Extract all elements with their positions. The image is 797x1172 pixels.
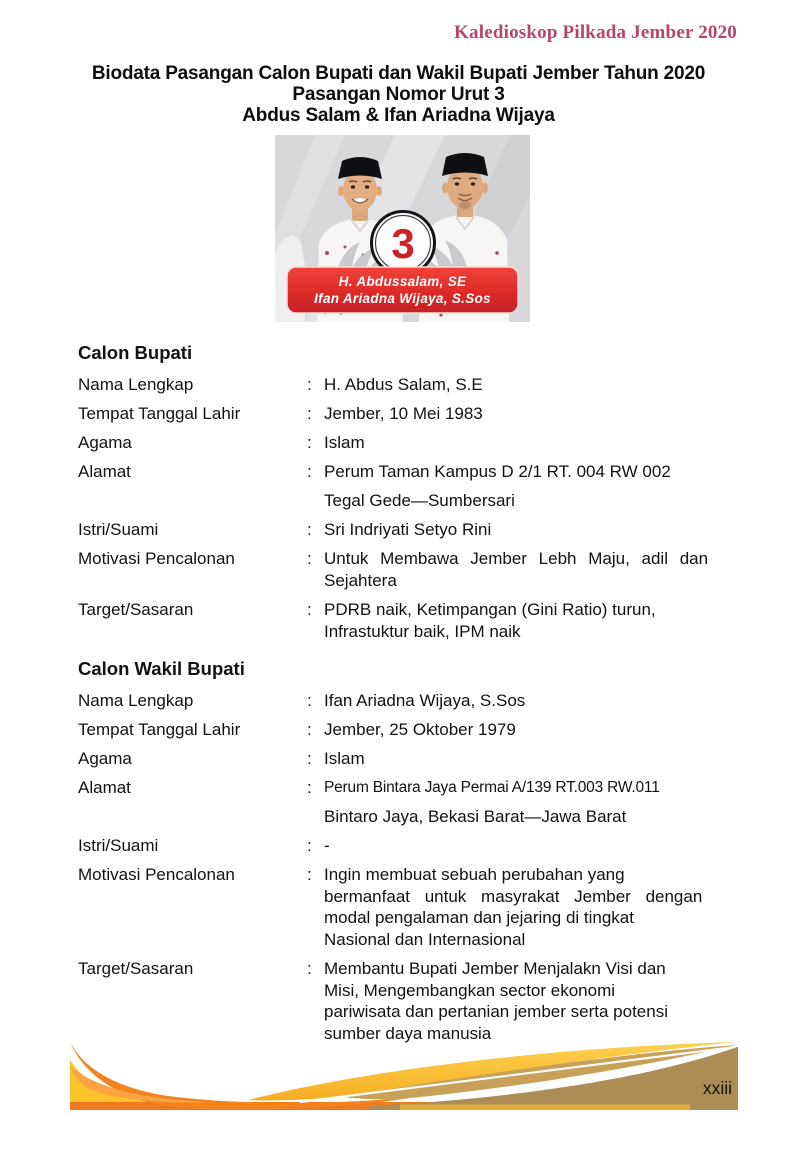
title-line-2: Pasangan Nomor Urut 3 bbox=[292, 84, 505, 105]
field-value-line: Islam bbox=[324, 749, 365, 768]
field-row-alamat bbox=[78, 461, 737, 511]
field-label: Istri/Suami bbox=[78, 520, 159, 539]
colon-separator: : bbox=[307, 865, 312, 884]
field-row-ttl bbox=[78, 719, 737, 740]
field-value-line: Membantu Bupati Jember Menjalakn Visi dan bbox=[324, 959, 666, 978]
field-row-istri-suami bbox=[78, 835, 737, 856]
field-value-line: Ifan Ariadna Wijaya, S.Sos bbox=[324, 691, 526, 710]
field-label: Tempat Tanggal Lahir bbox=[78, 404, 241, 423]
field-value bbox=[324, 719, 737, 740]
colon-separator: : bbox=[307, 749, 312, 768]
field-row-ttl bbox=[78, 403, 737, 424]
field-value-line: Nasional dan Internasional bbox=[324, 929, 526, 949]
field-label: Agama bbox=[78, 749, 132, 768]
field-value bbox=[324, 777, 737, 827]
section-heading: Calon Wakil Bupati bbox=[78, 658, 245, 679]
colon-separator: : bbox=[307, 720, 312, 739]
candidate-photo-graphic bbox=[275, 135, 530, 322]
field-label: Nama Lengkap bbox=[78, 691, 194, 710]
candidate-pair-photo bbox=[275, 135, 530, 322]
field-value bbox=[324, 548, 737, 591]
field-label: Nama Lengkap bbox=[78, 375, 194, 394]
field-label: Agama bbox=[78, 433, 132, 452]
field-value-line: bermanfaat untuk masyrakat Jember dengan bbox=[324, 886, 703, 906]
colon-separator: : bbox=[307, 404, 312, 423]
colon-separator: : bbox=[307, 462, 312, 481]
section-heading: Calon Bupati bbox=[78, 342, 193, 363]
footer-wave-graphic bbox=[70, 1042, 738, 1110]
colon-separator: : bbox=[307, 375, 312, 394]
field-value bbox=[324, 519, 737, 540]
field-value-line: Sejahtera bbox=[324, 570, 397, 590]
field-value-line: Ingin membuat sebuah perubahan yang bbox=[324, 865, 625, 884]
field-row-alamat bbox=[78, 777, 737, 827]
page-title bbox=[40, 63, 757, 126]
colon-separator: : bbox=[307, 520, 312, 539]
field-value-line: Misi, Mengembangkan sector ekonomi bbox=[324, 980, 616, 1000]
field-row-istri-suami bbox=[78, 519, 737, 540]
field-value bbox=[324, 690, 737, 711]
colon-separator: : bbox=[307, 433, 312, 452]
field-value-line: H. Abdus Salam, S.E bbox=[324, 375, 483, 394]
field-label: Istri/Suami bbox=[78, 836, 159, 855]
field-value bbox=[324, 374, 737, 395]
field-value bbox=[324, 403, 737, 424]
field-value-line: Sri Indriyati Setyo Rini bbox=[324, 520, 492, 539]
field-value-line: Tegal Gede—Sumbersari bbox=[324, 491, 515, 510]
field-value bbox=[324, 432, 737, 453]
field-label: Tempat Tanggal Lahir bbox=[78, 720, 241, 739]
field-value-line: Bintaro Jaya, Bekasi Barat—Jawa Barat bbox=[324, 807, 627, 826]
field-label: Target/Sasaran bbox=[78, 959, 194, 978]
field-value bbox=[324, 958, 737, 1044]
title-line-1: Biodata Pasangan Calon Bupati dan Wakil Bupati Jember Tahun 2020 bbox=[91, 63, 706, 84]
field-value-line: PDRB naik, Ketimpangan (Gini Ratio) turun, bbox=[324, 600, 656, 619]
field-value-line: modal pengalaman dan jejaring di tingkat bbox=[324, 908, 634, 927]
field-value-line: Jember, 25 Oktober 1979 bbox=[324, 720, 516, 739]
field-row-motivasi bbox=[78, 548, 737, 591]
colon-separator: : bbox=[307, 778, 312, 797]
banner-name-1: H. Abdussalam, SE bbox=[338, 274, 467, 289]
field-value-line: Jember, 10 Mei 1983 bbox=[324, 404, 483, 423]
section-calon-wakil-bupati bbox=[78, 658, 737, 1044]
colon-separator: : bbox=[307, 600, 312, 619]
field-label: Alamat bbox=[78, 462, 131, 481]
field-row-target bbox=[78, 958, 737, 1044]
field-row-target bbox=[78, 599, 737, 642]
colon-separator: : bbox=[307, 691, 312, 710]
field-row-motivasi bbox=[78, 864, 737, 950]
field-row-nama-lengkap bbox=[78, 690, 737, 711]
candidate-names-banner bbox=[287, 267, 518, 313]
field-value-line: Perum Bintara Jaya Permai A/139 RT.003 RW.011 bbox=[324, 779, 660, 796]
field-value-line: - bbox=[324, 836, 330, 855]
field-value-line: Perum Taman Kampus D 2/1 RT. 004 RW 002 bbox=[324, 462, 671, 481]
biodata-content bbox=[78, 342, 737, 1052]
banner-name-2: Ifan Ariadna Wijaya, S.Sos bbox=[314, 291, 491, 306]
field-label: Alamat bbox=[78, 778, 131, 797]
field-value bbox=[324, 864, 737, 950]
section-calon-bupati bbox=[78, 342, 737, 642]
field-label: Motivasi Pencalonan bbox=[78, 549, 235, 568]
field-value-line: Infrastuktur baik, IPM naik bbox=[324, 621, 521, 641]
field-value bbox=[324, 748, 737, 769]
field-row-agama bbox=[78, 432, 737, 453]
running-header: Kaledioskop Pilkada Jember 2020 bbox=[454, 22, 737, 43]
field-row-agama bbox=[78, 748, 737, 769]
field-value-line: sumber daya manusia bbox=[324, 1023, 492, 1043]
colon-separator: : bbox=[307, 836, 312, 855]
field-row-nama-lengkap bbox=[78, 374, 737, 395]
field-label: Target/Sasaran bbox=[78, 600, 194, 619]
colon-separator: : bbox=[307, 549, 312, 568]
footer-gold-strip bbox=[400, 1105, 690, 1111]
field-value-line: Untuk Membawa Jember Lebh Maju, adil dan bbox=[324, 549, 709, 568]
footer-decoration bbox=[70, 1042, 738, 1110]
title-line-3: Abdus Salam & Ifan Ariadna Wijaya bbox=[242, 105, 555, 126]
field-value-line: Islam bbox=[324, 433, 365, 452]
ballot-number: 3 bbox=[391, 220, 415, 267]
colon-separator: : bbox=[307, 959, 312, 978]
field-value bbox=[324, 461, 737, 511]
field-value bbox=[324, 599, 737, 642]
ballot-number-circle bbox=[372, 212, 435, 275]
page-number: xxiii bbox=[702, 1078, 732, 1098]
field-label: Motivasi Pencalonan bbox=[78, 865, 235, 884]
field-value-line: pariwisata dan pertanian jember serta potensi bbox=[324, 1002, 668, 1021]
field-value bbox=[324, 835, 737, 856]
